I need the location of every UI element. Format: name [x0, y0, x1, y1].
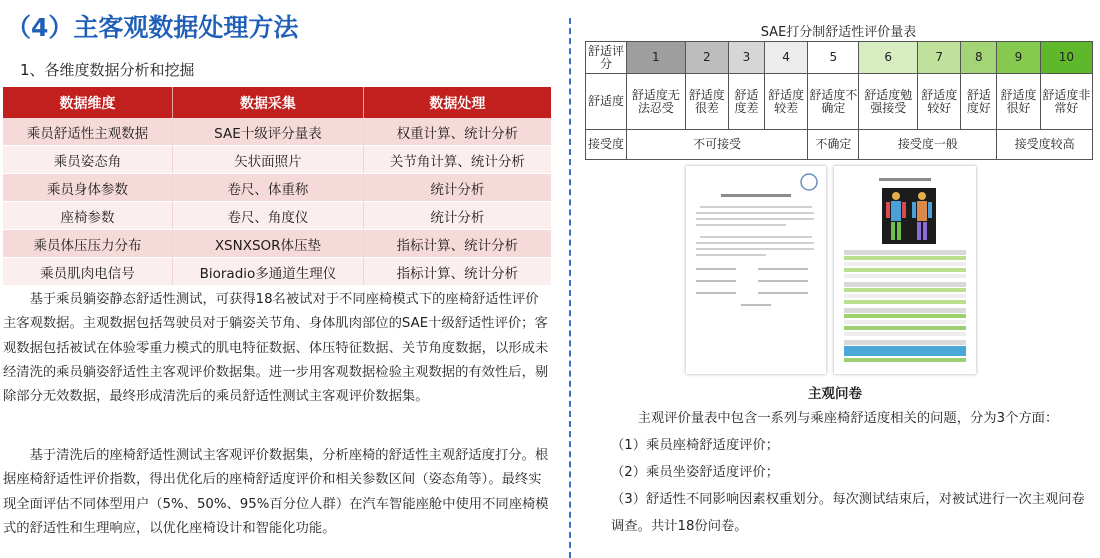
- desc-cell: 舒适度很好: [997, 74, 1040, 130]
- desc-cell: 舒适度差: [729, 74, 765, 130]
- sae-row-label: 舒适评分: [586, 42, 627, 74]
- desc-cell: 舒适度很差: [685, 74, 728, 130]
- right-paragraph-intro: 主观评价量表中包含一系列与乘座椅舒适度相关的问题，分为3个方面：: [637, 411, 1059, 426]
- desc-cell: 舒适度不确定: [808, 74, 859, 130]
- table-cell: 乘员体压压力分布: [3, 230, 173, 258]
- sae-accept-row: [586, 130, 1093, 160]
- score-cell: 7: [918, 42, 961, 74]
- table-row: [3, 230, 551, 258]
- university-seal-icon: [801, 174, 817, 190]
- table-cell: 座椅参数: [3, 202, 173, 230]
- table-cell: 统计分析: [364, 174, 551, 202]
- table-cell: Bioradio多通道生理仪: [173, 258, 364, 286]
- questionnaire-page-2: [834, 166, 976, 374]
- questionnaire-page-1: [686, 166, 826, 374]
- table-cell: 乘员肌肉电信号: [3, 258, 173, 286]
- table-cell: 统计分析: [364, 202, 551, 230]
- page-title: （4）主客观数据处理方法: [6, 13, 299, 42]
- questionnaire-caption: 主观问卷: [808, 386, 862, 402]
- sae-score-row: [586, 42, 1093, 74]
- header-dimension: 数据维度: [3, 87, 173, 118]
- table-cell: 关节角计算、统计分析: [364, 146, 551, 174]
- sae-row-label: 接受度: [586, 130, 627, 160]
- score-cell: 2: [685, 42, 728, 74]
- column-divider: [569, 18, 571, 558]
- paragraph-data-analysis: 基于清洗后的座椅舒适性测试主客观评价数据集，分析座椅的舒适性主观舒适度打分。根据座椅舒适性评价指数，得出优化后的座椅舒适度评价和相关参数区间（姿态角等）。最终实现全面评估不同体型用户（5%、50%、95%百分位人群）在汽车智能座舱中使用不同座椅模式的舒适性和生理响应，以优化座椅设计和智能化功能。: [3, 448, 549, 536]
- table-row: [3, 202, 551, 230]
- table-cell: 权重计算、统计分析: [364, 118, 551, 146]
- score-cell: 3: [729, 42, 765, 74]
- header-processing: 数据处理: [364, 87, 551, 118]
- accept-cell: 不可接受: [627, 130, 808, 160]
- table-cell: 指标计算、统计分析: [364, 258, 551, 286]
- table-cell: 矢状面照片: [173, 146, 364, 174]
- sae-desc-row: [586, 74, 1093, 130]
- table-row: [3, 146, 551, 174]
- desc-cell: 舒适度较好: [918, 74, 961, 130]
- table-cell: 乘员身体参数: [3, 174, 173, 202]
- table-cell: 卷尺、角度仪: [173, 202, 364, 230]
- table-row: [3, 118, 551, 146]
- table-cell: 乘员姿态角: [3, 146, 173, 174]
- section-subtitle: 1、各维度数据分析和挖掘: [20, 61, 195, 79]
- header-collection: 数据采集: [173, 87, 364, 118]
- table-cell: SAE十级评分量表: [173, 118, 364, 146]
- table-row: [3, 258, 551, 286]
- table-cell: 卷尺、体重称: [173, 174, 364, 202]
- right-item-2: （2）乘员坐姿舒适度评价；: [611, 465, 780, 480]
- questionnaire-page-2-graphic: [834, 166, 976, 374]
- paragraph-data-collection: 基于乘员躺姿静态舒适性测试，可获得18名被试对于不同座椅模式下的座椅舒适性评价主客观数据。主观数据包括驾驶员对于躺姿关节角、身体肌肉部位的SAE十级舒适性评价；客观数据包括被试在体验零重力模式的肌电特征数据、体压特征数据、关节角度数据，以形成未经清洗的乘员躺姿舒适性主客观评价数据集。进一步用客观数据检验主观数据的有效性后，剔除部分无效数据，最终形成清洗后的乘员舒适性测试主客观评价数据集。: [3, 292, 549, 405]
- questionnaire-page-1-graphic: [686, 166, 826, 374]
- sae-scale-table: [585, 41, 1093, 160]
- right-item-3: （3）舒适性不同影响因素权重划分。每次测试结束后，对被试进行一次主观问卷调查。共计18份问卷。: [611, 492, 1085, 534]
- table-row: [3, 174, 551, 202]
- score-cell: 5: [808, 42, 859, 74]
- table-cell: 指标计算、统计分析: [364, 230, 551, 258]
- accept-cell: 接受度较高: [997, 130, 1093, 160]
- dimension-table: [3, 87, 551, 286]
- table-cell: XSNXSOR体压垫: [173, 230, 364, 258]
- sae-table-title: SAE打分制舒适性评价量表: [760, 25, 917, 40]
- accept-cell: 不确定: [808, 130, 859, 160]
- score-cell: 4: [764, 42, 807, 74]
- table-cell: 乘员舒适性主观数据: [3, 118, 173, 146]
- score-cell: 6: [859, 42, 918, 74]
- desc-cell: 舒适度较差: [764, 74, 807, 130]
- score-cell: 9: [997, 42, 1040, 74]
- score-cell: 10: [1040, 42, 1092, 74]
- sae-row-label: 舒适度: [586, 74, 627, 130]
- desc-cell: 舒适度无法忍受: [627, 74, 686, 130]
- desc-cell: 舒适度非常好: [1040, 74, 1092, 130]
- desc-cell: 舒适度勉强接受: [859, 74, 918, 130]
- score-cell: 1: [627, 42, 686, 74]
- accept-cell: 接受度一般: [859, 130, 997, 160]
- desc-cell: 舒适度好: [961, 74, 997, 130]
- rating-grid: [844, 250, 966, 362]
- table-header-row: [3, 87, 551, 118]
- score-cell: 8: [961, 42, 997, 74]
- right-item-1: （1）乘员座椅舒适度评价；: [611, 438, 780, 453]
